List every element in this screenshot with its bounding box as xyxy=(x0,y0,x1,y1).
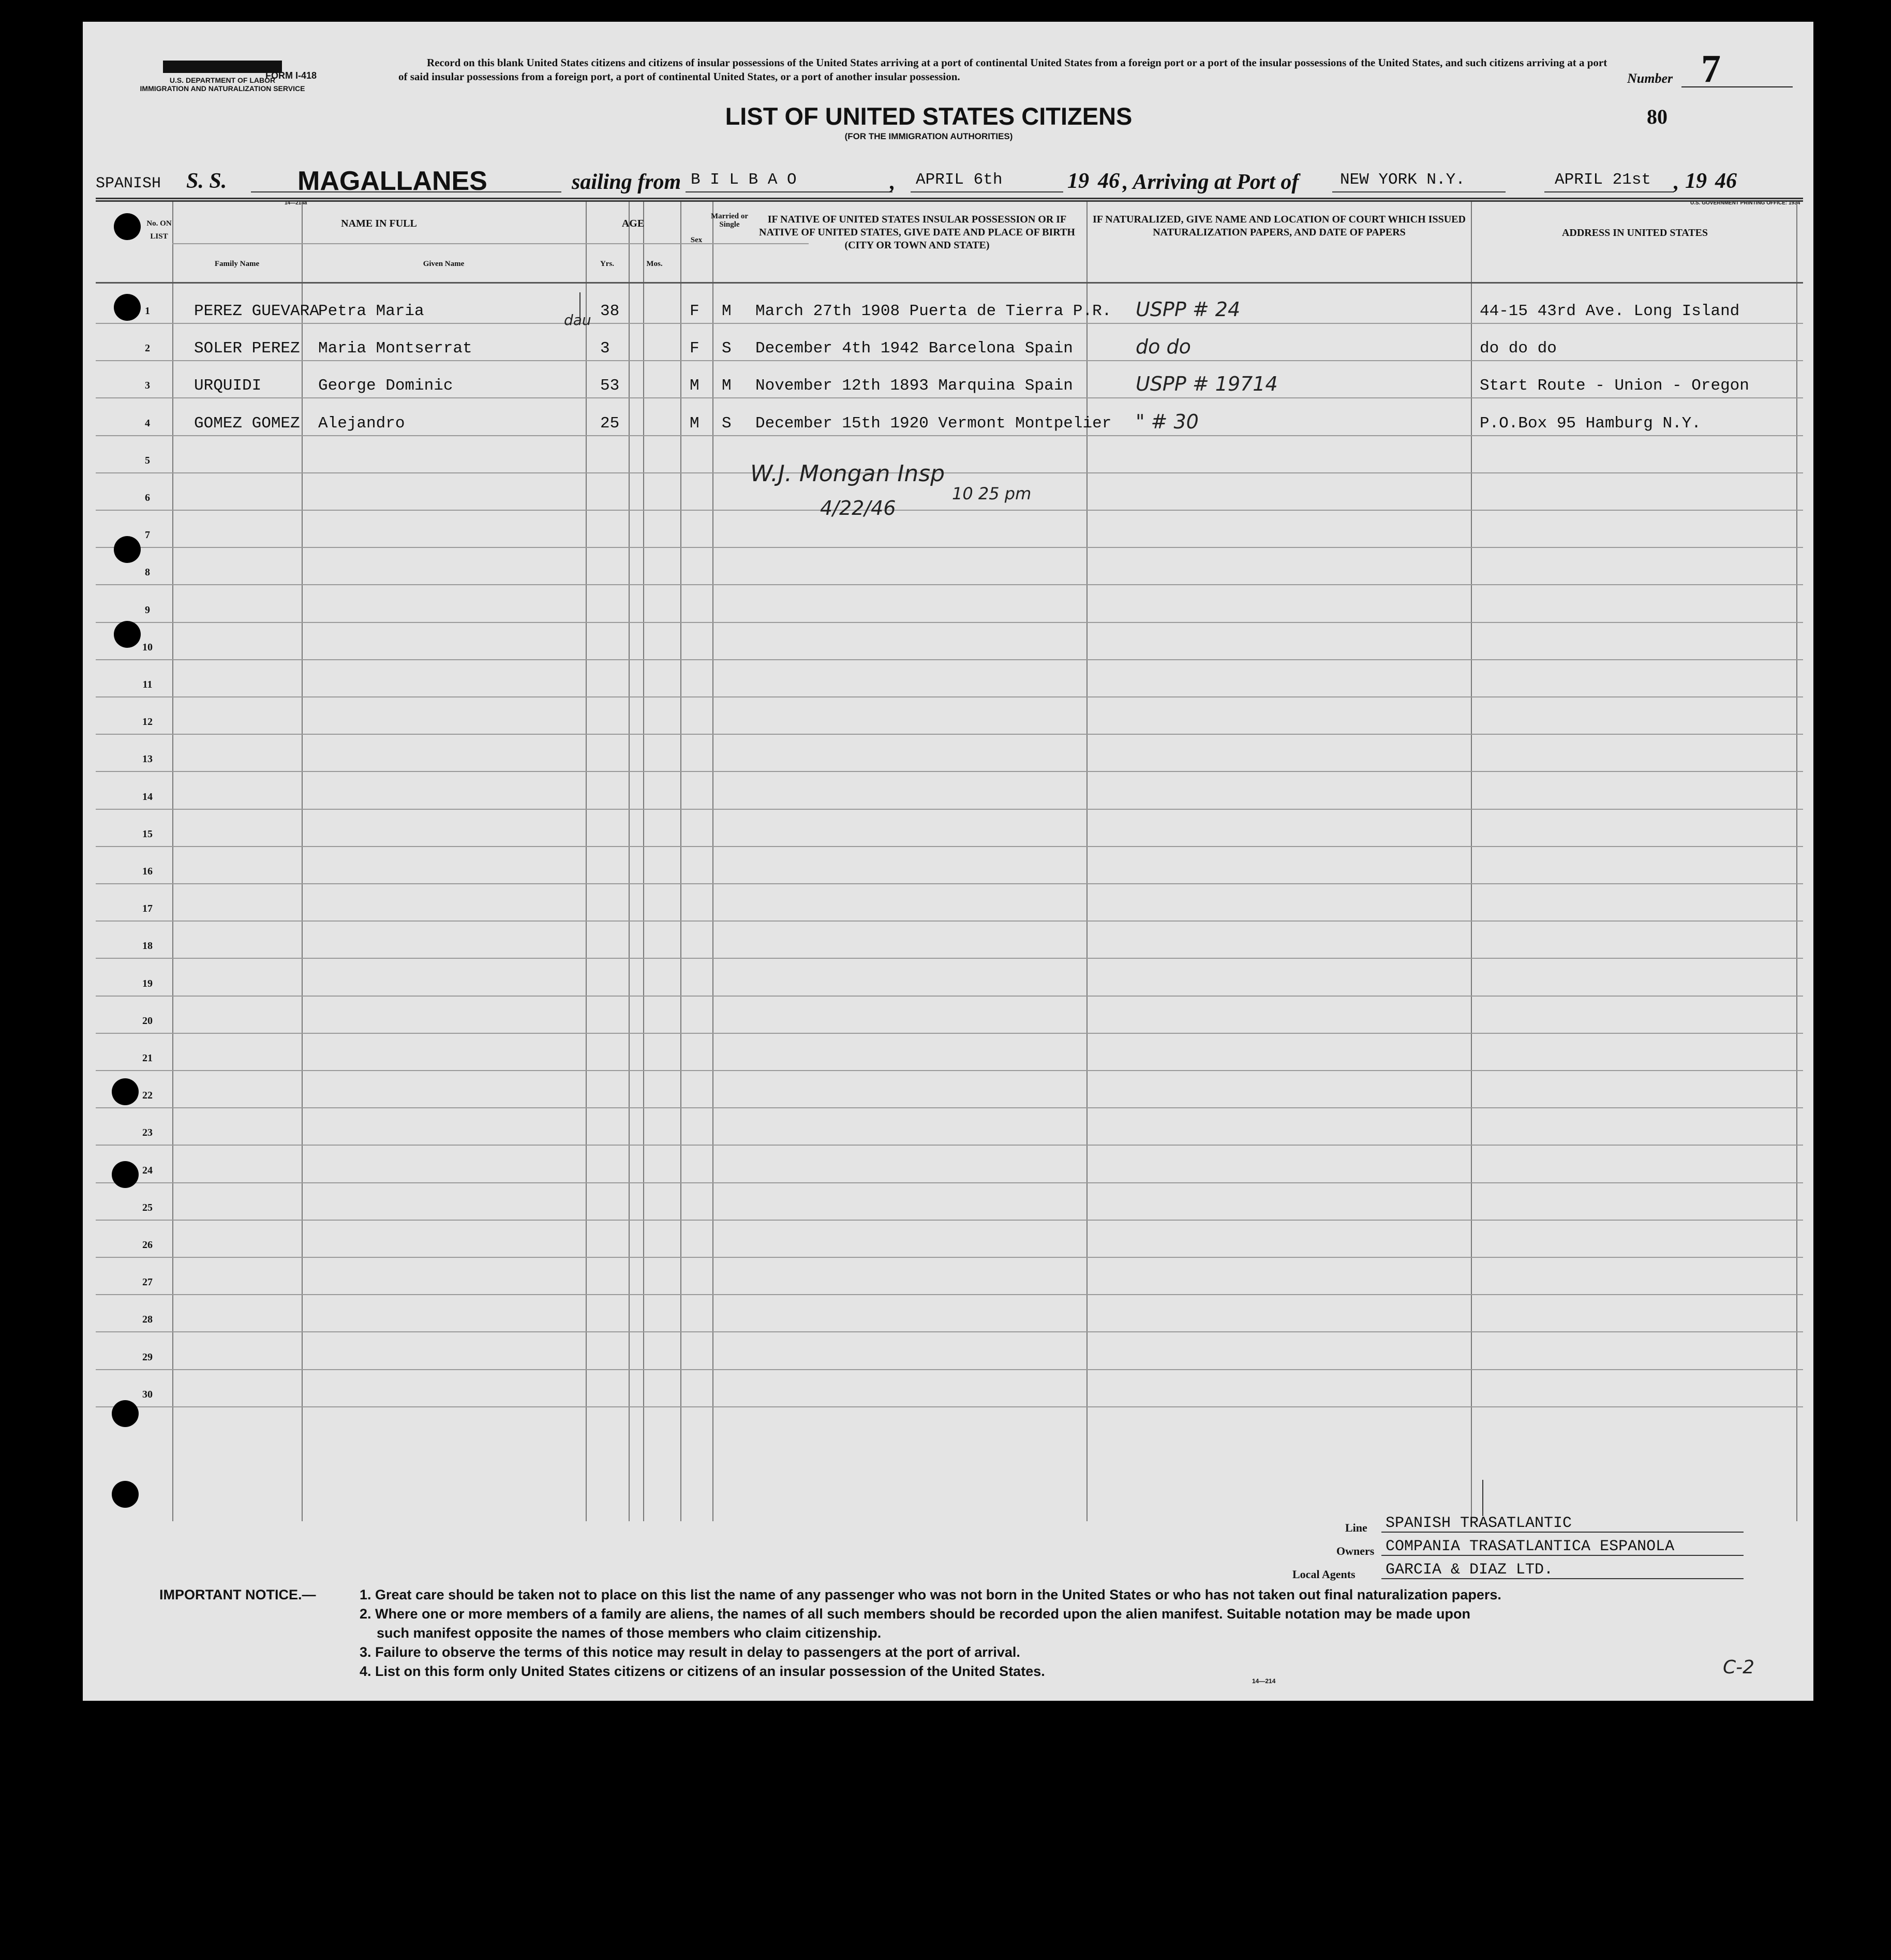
agents-label: Local Agents xyxy=(1292,1568,1356,1581)
row-number: 15 xyxy=(142,828,153,840)
row-rule xyxy=(96,1182,1803,1183)
sailing-from-label: sailing from xyxy=(572,170,681,194)
col-name-header: NAME IN FULL xyxy=(341,218,417,229)
given-name-cell: Alejandro xyxy=(318,414,405,433)
family-name-cell: PEREZ GUEVARA xyxy=(194,302,319,320)
notice-label: IMPORTANT NOTICE.— xyxy=(159,1587,316,1602)
row-rule xyxy=(96,1369,1803,1370)
row-rule xyxy=(96,883,1803,884)
punch-hole xyxy=(112,1161,139,1188)
col-rule xyxy=(302,202,303,1521)
row-rule xyxy=(96,510,1803,511)
row-number: 19 xyxy=(142,977,153,989)
departure-year-prefix: 19 xyxy=(1067,169,1089,193)
col-no-header: No. ON LIST xyxy=(146,219,172,241)
row-number: 18 xyxy=(142,940,153,952)
marital-cell: M xyxy=(722,377,732,395)
row-rule xyxy=(96,547,1803,548)
row-number: 14 xyxy=(142,791,153,803)
row-number: 7 xyxy=(145,529,150,541)
punch-hole xyxy=(114,294,141,321)
col-rule xyxy=(172,202,173,1521)
row-rule xyxy=(96,920,1803,922)
department-bar xyxy=(163,61,282,73)
row-number: 11 xyxy=(142,679,153,690)
owners-underline xyxy=(1381,1555,1744,1556)
ship-name: MAGALLANES xyxy=(297,166,487,196)
inspection-date: 4/22/46 xyxy=(820,497,896,519)
row-rule xyxy=(96,472,1803,473)
row-rule xyxy=(96,958,1803,959)
margin-note: C-2 xyxy=(1723,1657,1755,1678)
row-number: 3 xyxy=(145,380,150,392)
birth-cell: November 12th 1893 Marquina Spain xyxy=(755,377,1073,395)
col-rule xyxy=(586,202,587,1521)
row-number: 24 xyxy=(142,1164,153,1176)
agents-underline xyxy=(1381,1578,1744,1579)
notice-4: 4. List on this form only United States citizens or citizens of an insular possession of the United States. xyxy=(360,1664,1045,1679)
row-number: 30 xyxy=(142,1388,153,1400)
address-cell: 44-15 43rd Ave. Long Island xyxy=(1480,302,1740,320)
number-line xyxy=(1681,86,1793,87)
col-naturalized-header: IF NATURALIZED, GIVE NAME AND LOCATION OF COURT WHICH ISSUED NATURALIZATION PAPERS, AND DATE OF PAPERS xyxy=(1093,214,1466,238)
row-number: 21 xyxy=(142,1052,153,1064)
punch-hole xyxy=(114,621,141,648)
row-number: 12 xyxy=(142,716,153,728)
row-rule xyxy=(96,397,1803,398)
form-code-top: 14—214a xyxy=(285,200,307,206)
arrival-year-prefix: 19 xyxy=(1685,169,1707,193)
marital-cell: S xyxy=(722,339,732,358)
col-rule xyxy=(629,202,630,1521)
row-rule xyxy=(96,846,1803,847)
row-number: 13 xyxy=(142,753,153,765)
row-rule xyxy=(96,809,1803,810)
row-number: 9 xyxy=(145,604,150,616)
address-cell: Start Route - Union - Oregon xyxy=(1480,377,1749,395)
given-name-cell: Petra Maria xyxy=(318,302,424,320)
record-instructions: Record on this blank United States citizens and citizens of insular possessions of the United States arriving at a port of continental United States from a foreign port or a port of the insular possessions of the United States, and such citizens arriving at a port of said insular possessions from a foreign port, a port of continental United States, or a port of another insular possession. xyxy=(398,56,1607,83)
age-cell: 38 xyxy=(600,302,620,320)
col-family-header: Family Name xyxy=(214,260,260,268)
header-bottom-rule xyxy=(96,282,1803,284)
inspection-time: 10 25 pm xyxy=(952,484,1032,503)
given-name-cell: George Dominic xyxy=(318,377,453,395)
dau-annotation: dau xyxy=(564,311,591,329)
inspector-signature: W.J. Mongan Insp xyxy=(750,461,945,487)
page-title: LIST OF UNITED STATES CITIZENS xyxy=(725,102,1133,130)
row-number: 27 xyxy=(142,1276,153,1288)
row-rule xyxy=(96,996,1803,997)
passenger-table xyxy=(96,200,1803,1521)
owners-value: COMPANIA TRASATLANTICA ESPANOLA xyxy=(1386,1538,1675,1555)
age-cell: 25 xyxy=(600,414,620,433)
sex-cell: M xyxy=(690,414,699,433)
birth-cell: December 4th 1942 Barcelona Spain xyxy=(755,339,1073,358)
departure-port: B I L B A O xyxy=(691,171,797,189)
row-rule xyxy=(96,771,1803,772)
papers-cell: USPP # 24 xyxy=(1136,298,1241,321)
punch-hole xyxy=(112,1400,139,1427)
row-number: 26 xyxy=(142,1239,153,1251)
col-rule xyxy=(1086,202,1088,1521)
agents-value: GARCIA & DIAZ LTD. xyxy=(1386,1561,1554,1579)
row-rule xyxy=(96,360,1803,361)
arrival-date-line xyxy=(1544,191,1674,192)
page-subtitle: (FOR THE IMMIGRATION AUTHORITIES) xyxy=(844,131,1013,141)
manifest-sheet xyxy=(83,22,1813,1701)
line-label: Line xyxy=(1345,1521,1367,1534)
subheader-rule xyxy=(172,243,809,244)
col-age-header: AGE xyxy=(621,218,645,229)
marital-cell: S xyxy=(722,414,732,433)
family-name-cell: URQUIDI xyxy=(194,377,262,395)
form-label: FORM I-418 xyxy=(265,70,317,81)
given-name-cell: Maria Montserrat xyxy=(318,339,472,358)
row-rule xyxy=(96,323,1803,324)
number-label: Number xyxy=(1627,71,1673,86)
number-value: 7 xyxy=(1701,47,1721,91)
row-rule xyxy=(96,1070,1803,1071)
row-number: 16 xyxy=(142,866,153,877)
tick-mark xyxy=(1482,1480,1483,1516)
row-number: 28 xyxy=(142,1314,153,1326)
departure-port-line xyxy=(686,191,892,192)
age-cell: 3 xyxy=(600,339,610,358)
row-rule xyxy=(96,1220,1803,1221)
row-rule xyxy=(96,1033,1803,1034)
row-rule xyxy=(96,1145,1803,1146)
row-number: 22 xyxy=(142,1090,153,1102)
row-number: 20 xyxy=(142,1015,153,1027)
sex-cell: M xyxy=(690,377,699,395)
notice-3: 3. Failure to observe the terms of this notice may result in delay to passengers at the port of arrival. xyxy=(360,1644,1020,1660)
col-rule xyxy=(1796,202,1797,1521)
row-rule xyxy=(96,696,1803,697)
sex-cell: F xyxy=(690,339,699,358)
row-number: 4 xyxy=(145,417,150,429)
address-cell: P.O.Box 95 Hamburg N.Y. xyxy=(1480,414,1701,433)
row-number: 8 xyxy=(145,567,150,578)
departure-year-suffix: 46 xyxy=(1098,169,1120,193)
comma: , xyxy=(890,170,896,194)
col-rule xyxy=(643,202,644,1521)
line-underline xyxy=(1381,1532,1744,1533)
sex-cell: F xyxy=(690,302,699,320)
row-number: 5 xyxy=(145,454,150,466)
family-name-cell: GOMEZ GOMEZ xyxy=(194,414,300,433)
row-rule xyxy=(96,1331,1803,1332)
vessel-line xyxy=(96,157,1803,206)
arrival-year-suffix: 46 xyxy=(1715,169,1737,193)
notice-2: 2. Where one or more members of a family are aliens, the names of all such members should be recorded upon the alien manifest. Suitable notation may be made upon xyxy=(360,1606,1471,1622)
line-value: SPANISH TRASATLANTIC xyxy=(1386,1514,1572,1532)
row-rule xyxy=(96,1294,1803,1295)
row-number: 23 xyxy=(142,1127,153,1139)
birth-cell: December 15th 1920 Vermont Montpelier xyxy=(755,414,1112,433)
papers-cell: USPP # 19714 xyxy=(1136,373,1278,396)
row-rule xyxy=(96,584,1803,585)
arrival-port: NEW YORK N.Y. xyxy=(1340,171,1465,189)
col-yrs-header: Yrs. xyxy=(600,260,615,268)
col-sex-header: Sex xyxy=(690,236,703,244)
marital-cell: M xyxy=(722,302,732,320)
ship-nationality: SPANISH xyxy=(96,175,161,192)
row-number: 10 xyxy=(142,641,153,653)
ship-name-line xyxy=(251,191,561,192)
ss-label: S. S. xyxy=(186,169,227,193)
punch-hole xyxy=(112,1481,139,1508)
notice-2-cont: such manifest opposite the names of those members who claim citizenship. xyxy=(377,1625,882,1641)
col-rule xyxy=(1471,202,1472,1521)
row-rule xyxy=(96,622,1803,623)
sheet-number: 80 xyxy=(1647,105,1667,128)
row-number: 1 xyxy=(145,305,150,317)
col-mos-header: Mos. xyxy=(646,260,663,268)
departure-date: APRIL 6th xyxy=(916,171,1003,189)
row-number: 6 xyxy=(145,492,150,503)
row-rule xyxy=(96,1257,1803,1258)
age-cell: 53 xyxy=(600,377,620,395)
birth-cell: March 27th 1908 Puerta de Tierra P.R. xyxy=(755,302,1112,320)
family-name-cell: SOLER PEREZ xyxy=(194,339,300,358)
form-code-bottom: 14—214 xyxy=(1252,1677,1276,1685)
row-rule xyxy=(96,734,1803,735)
comma-2: , xyxy=(1674,170,1679,194)
punch-hole xyxy=(114,213,141,240)
departure-date-line xyxy=(911,191,1063,192)
col-given-header: Given Name xyxy=(423,260,465,268)
service-name: IMMIGRATION AND NATURALIZATION SERVICE xyxy=(140,84,305,93)
row-rule xyxy=(96,1107,1803,1108)
notice-1: 1. Great care should be taken not to place on this list the name of any passenger who was not born in the United States or who has not taken out final naturalization papers. xyxy=(360,1587,1501,1602)
arrival-port-line xyxy=(1332,191,1506,192)
col-married-header: Married or Single xyxy=(710,212,749,229)
row-number: 25 xyxy=(142,1201,153,1213)
arrival-date: APRIL 21st xyxy=(1555,171,1651,189)
punch-hole xyxy=(112,1078,139,1105)
arriving-label: , Arriving at Port of xyxy=(1123,170,1299,194)
row-number: 29 xyxy=(142,1351,153,1363)
row-number: 17 xyxy=(142,903,153,915)
punch-hole xyxy=(114,536,141,563)
address-cell: do do do xyxy=(1480,339,1557,358)
papers-cell: " # 30 xyxy=(1136,410,1199,433)
owners-label: Owners xyxy=(1336,1545,1375,1557)
department-name: U.S. DEPARTMENT OF LABOR xyxy=(169,76,276,84)
row-rule xyxy=(96,1406,1803,1407)
row-number: 2 xyxy=(145,343,150,354)
papers-cell: do do xyxy=(1136,335,1191,359)
printing-office: U.S. GOVERNMENT PRINTING OFFICE: 1934 xyxy=(1690,200,1800,206)
col-rule xyxy=(680,202,681,1521)
col-rule xyxy=(712,202,713,1521)
row-rule xyxy=(96,659,1803,660)
col-birth-header: IF NATIVE OF UNITED STATES INSULAR POSSESSION OR IF NATIVE OF UNITED STATES, GIVE DATE AND PLACE OF BIRTH (CITY OR TOWN AND STATE) xyxy=(759,214,1075,251)
col-address-header: ADDRESS IN UNITED STATES xyxy=(1561,227,1708,239)
row-rule xyxy=(96,435,1803,436)
